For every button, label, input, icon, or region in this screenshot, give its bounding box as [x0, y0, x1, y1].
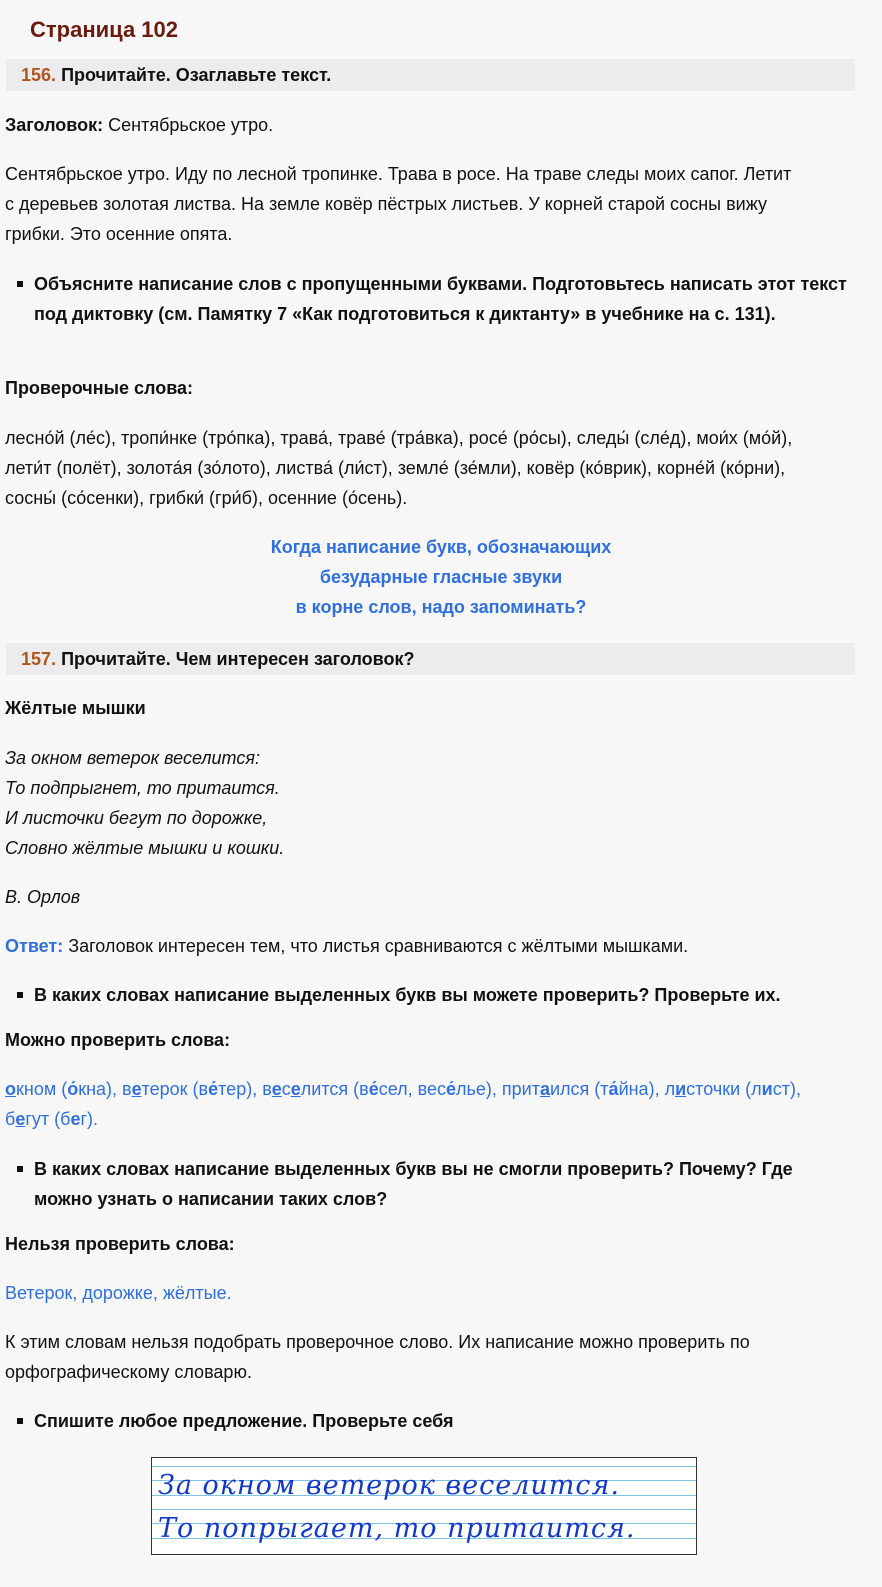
can-check-line: бегут (бег). — [5, 1109, 99, 1129]
explain-line: орфографическому словарю. — [5, 1362, 252, 1382]
can-check-label: Можно проверить слова: — [5, 1030, 231, 1050]
bullet-157-1: В каких словах написание выделенных букв вы можете проверить? Проверьте их. — [34, 980, 854, 1010]
text-156 — [5, 159, 855, 249]
task-157-header — [6, 643, 855, 675]
check-line: лети́т (полёт), золота́я (зо́лото), листва́ (ли́ст), земле́ (зе́мли), ковёр (ко́врик), корне́й (ко́рни), — [5, 458, 786, 478]
task-156-number: 156. — [21, 65, 57, 85]
question-line: в корне слов, надо запоминать? — [295, 597, 587, 617]
rule-question — [0, 532, 882, 622]
ruled-line — [152, 1466, 696, 1467]
handwriting-line: То попрыгает, то притаится. — [158, 1513, 636, 1544]
task-157-instruction: Прочитайте. Чем интересен заголовок? — [61, 649, 415, 669]
question-line: Когда написание букв, обозначающих — [270, 537, 612, 557]
handwriting-line: За окном ветерок веселится. — [158, 1470, 620, 1501]
can-check-words — [5, 1074, 855, 1134]
poem-line: То подпрыгнет, то притаится. — [5, 778, 280, 798]
task-156-instruction: Прочитайте. Озаглавьте текст. — [61, 65, 332, 85]
cannot-check-label: Нельзя проверить слова: — [5, 1234, 235, 1254]
cannot-check-words: Ветерок, дорожке, жёлтые. — [5, 1283, 232, 1303]
text-line: грибки. Это осенние опята. — [5, 224, 233, 244]
question-line: безударные гласные звуки — [319, 567, 563, 587]
poem-title: Жёлтые мышки — [5, 698, 146, 718]
ruled-line — [152, 1509, 696, 1510]
check-line: сосны́ (со́сенки), грибки́ (гри́б), осенние (о́сень). — [5, 488, 408, 508]
title-answer — [5, 110, 855, 140]
title-value: Сентябрьское утро. — [108, 115, 274, 135]
check-line: лесно́й (ле́с), тропи́нке (тро́пка), трава́, траве́ (тра́вка), росе́ (ро́сы), следы́ (сле́д), мои́х (мо́й), — [5, 428, 793, 448]
poem-author: В. Орлов — [5, 887, 81, 907]
bullet-157-2: В каких словах написание выделенных букв вы не смогли проверить? Почему? Где можно узнать о написании таких слов? — [34, 1154, 854, 1214]
title-label: Заголовок: — [5, 115, 104, 135]
bullet-156: Объясните написание слов с пропущенными буквами. Подготовьтесь написать этот текст под диктовку (см. Памятку 7 «Как подготовиться к диктанту» в учебнике на с. 131). — [34, 269, 854, 329]
task-157-number: 157. — [21, 649, 57, 669]
explanation — [5, 1327, 855, 1387]
check-words-156 — [5, 423, 855, 513]
page-title: Страница 102 — [30, 17, 178, 42]
poem — [5, 743, 855, 863]
poem-line: Словно жёлтые мышки и кошки. — [5, 838, 285, 858]
answer-label: Ответ: — [5, 936, 64, 956]
can-check-line: окном (о́кна), ветерок (ве́тер), веселится (ве́сел, весе́лье), притаился (та́йна), листочки (лист), — [5, 1079, 801, 1099]
explain-line: К этим словам нельзя подобрать проверочное слово. Их написание можно проверить по — [5, 1332, 750, 1352]
bullet-157-3: Спишите любое предложение. Проверьте себя — [34, 1406, 854, 1436]
check-words-label: Проверочные слова: — [5, 378, 194, 398]
handwriting-sample — [151, 1457, 697, 1555]
text-line: с деревьев золотая листва. На земле ковёр пёстрых листьев. У корней старой сосны вижу — [5, 194, 767, 214]
poem-line: За окном ветерок веселится: — [5, 748, 260, 768]
answer — [5, 931, 855, 961]
text-line: Сентябрьское утро. Иду по лесной тропинке. Трава в росе. На траве следы моих сапог. Летит — [5, 164, 792, 184]
task-156-header — [6, 59, 855, 91]
poem-line: И листочки бегут по дорожке, — [5, 808, 268, 828]
answer-text: Заголовок интересен тем, что листья сравниваются с жёлтыми мышками. — [68, 936, 689, 956]
